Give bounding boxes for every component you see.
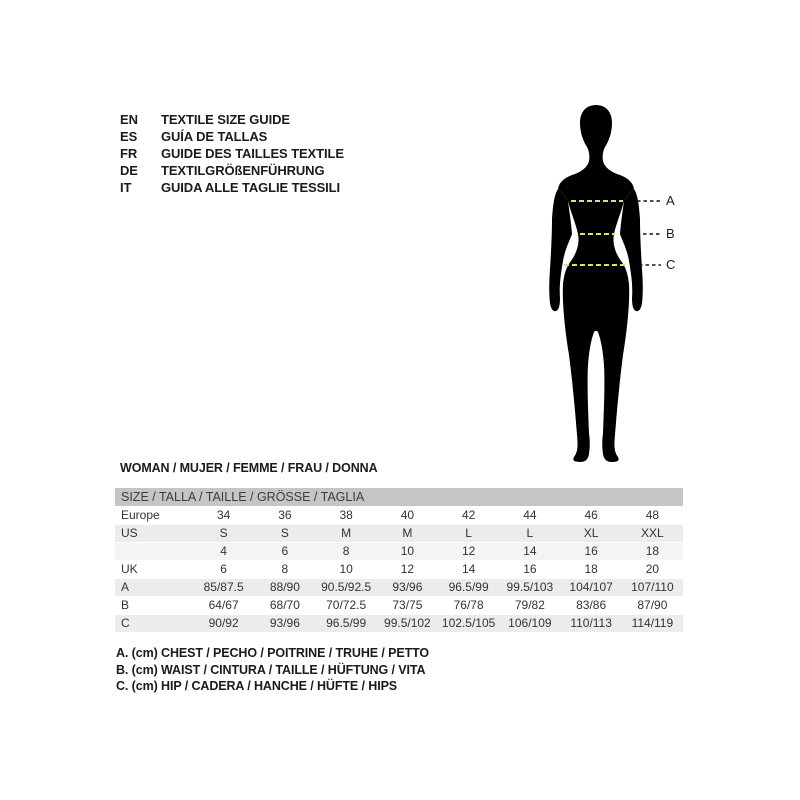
cell: 90.5/92.5 xyxy=(316,579,377,597)
cell: 44 xyxy=(499,507,560,525)
cell: 16 xyxy=(499,561,560,579)
cell: 6 xyxy=(254,543,315,561)
cell: 68/70 xyxy=(254,597,315,615)
language-row-es xyxy=(120,128,344,145)
row-label: C xyxy=(115,615,193,633)
cell: 42 xyxy=(438,507,499,525)
cell: 114/119 xyxy=(622,615,683,633)
legend-chest: A. (cm) CHEST / PECHO / POITRINE / TRUHE / PETTO xyxy=(116,646,430,660)
table-row-europe xyxy=(115,507,683,525)
cell: 99.5/103 xyxy=(499,579,560,597)
cell: XXL xyxy=(622,525,683,543)
row-label: UK xyxy=(115,561,193,579)
cell: 102.5/105 xyxy=(438,615,499,633)
table-row-us-numeric xyxy=(115,543,683,561)
cell: 93/96 xyxy=(254,615,315,633)
cell: 8 xyxy=(316,543,377,561)
cell: 6 xyxy=(193,561,254,579)
row-label xyxy=(115,543,193,561)
cell: 106/109 xyxy=(499,615,560,633)
row-label: B xyxy=(115,597,193,615)
cell: 40 xyxy=(377,507,438,525)
cell: 4 xyxy=(193,543,254,561)
cell: 48 xyxy=(622,507,683,525)
cell: 18 xyxy=(561,561,622,579)
silhouette-body xyxy=(558,105,634,462)
language-row-en xyxy=(120,111,344,128)
cell: 104/107 xyxy=(561,579,622,597)
language-code: ES xyxy=(120,129,138,144)
row-label: A xyxy=(115,579,193,597)
language-title: GUÍA DE TALLAS xyxy=(161,129,268,144)
cell: XL xyxy=(561,525,622,543)
woman-silhouette-svg xyxy=(535,103,685,465)
cell: 70/72.5 xyxy=(316,597,377,615)
woman-silhouette-figure xyxy=(535,103,685,465)
language-title: TEXTILGRÖßENFÜHRUNG xyxy=(161,163,325,178)
marker-a-label: A xyxy=(666,193,675,208)
language-title: GUIDA ALLE TAGLIE TESSILI xyxy=(161,180,341,195)
cell: 64/67 xyxy=(193,597,254,615)
size-table-header: SIZE / TALLA / TAILLE / GRÖSSE / TAGLIA xyxy=(115,488,683,507)
table-row-uk xyxy=(115,561,683,579)
language-code: DE xyxy=(120,163,138,178)
language-row-it xyxy=(120,179,344,196)
cell: S xyxy=(193,525,254,543)
language-title: GUIDE DES TAILLES TEXTILE xyxy=(161,146,344,161)
marker-b-label: B xyxy=(666,226,675,241)
cell: 110/113 xyxy=(561,615,622,633)
cell: 96.5/99 xyxy=(438,579,499,597)
cell: L xyxy=(438,525,499,543)
cell: 88/90 xyxy=(254,579,315,597)
cell: 34 xyxy=(193,507,254,525)
cell: 12 xyxy=(438,543,499,561)
legend-hip: C. (cm) HIP / CADERA / HANCHE / HÜFTE / HIPS xyxy=(116,679,398,693)
language-code: IT xyxy=(120,180,132,195)
language-row-fr xyxy=(120,145,344,162)
cell: 99.5/102 xyxy=(377,615,438,633)
cell: 79/82 xyxy=(499,597,560,615)
cell: 38 xyxy=(316,507,377,525)
cell: L xyxy=(499,525,560,543)
cell: 20 xyxy=(622,561,683,579)
cell: 16 xyxy=(561,543,622,561)
cell: 90/92 xyxy=(193,615,254,633)
cell: 46 xyxy=(561,507,622,525)
table-row-us xyxy=(115,525,683,543)
table-row-hip-c xyxy=(115,615,683,633)
cell: 87/90 xyxy=(622,597,683,615)
cell: 14 xyxy=(438,561,499,579)
cell: 85/87.5 xyxy=(193,579,254,597)
cell: 18 xyxy=(622,543,683,561)
cell: 107/110 xyxy=(622,579,683,597)
language-title: TEXTILE SIZE GUIDE xyxy=(161,112,290,127)
cell: 76/78 xyxy=(438,597,499,615)
cell: 12 xyxy=(377,561,438,579)
measurement-legend xyxy=(116,645,429,695)
cell: 36 xyxy=(254,507,315,525)
cell: M xyxy=(316,525,377,543)
cell: 8 xyxy=(254,561,315,579)
language-list xyxy=(120,111,344,196)
language-code: EN xyxy=(120,112,138,127)
section-title-woman: WOMAN / MUJER / FEMME / FRAU / DONNA xyxy=(120,461,378,475)
size-table-header-row xyxy=(115,488,683,507)
table-row-waist-b xyxy=(115,597,683,615)
table-row-chest-a xyxy=(115,579,683,597)
cell: M xyxy=(377,525,438,543)
size-table xyxy=(115,488,683,632)
cell: S xyxy=(254,525,315,543)
legend-waist: B. (cm) WAIST / CINTURA / TAILLE / HÜFTUNG / VITA xyxy=(116,662,426,677)
cell: 10 xyxy=(316,561,377,579)
cell: 96.5/99 xyxy=(316,615,377,633)
cell: 14 xyxy=(499,543,560,561)
cell: 83/86 xyxy=(561,597,622,615)
marker-c-label: C xyxy=(666,257,676,272)
language-row-de xyxy=(120,162,344,179)
language-code: FR xyxy=(120,146,138,161)
row-label: Europe xyxy=(115,507,193,525)
cell: 73/75 xyxy=(377,597,438,615)
cell: 10 xyxy=(377,543,438,561)
cell: 93/96 xyxy=(377,579,438,597)
row-label: US xyxy=(115,525,193,543)
